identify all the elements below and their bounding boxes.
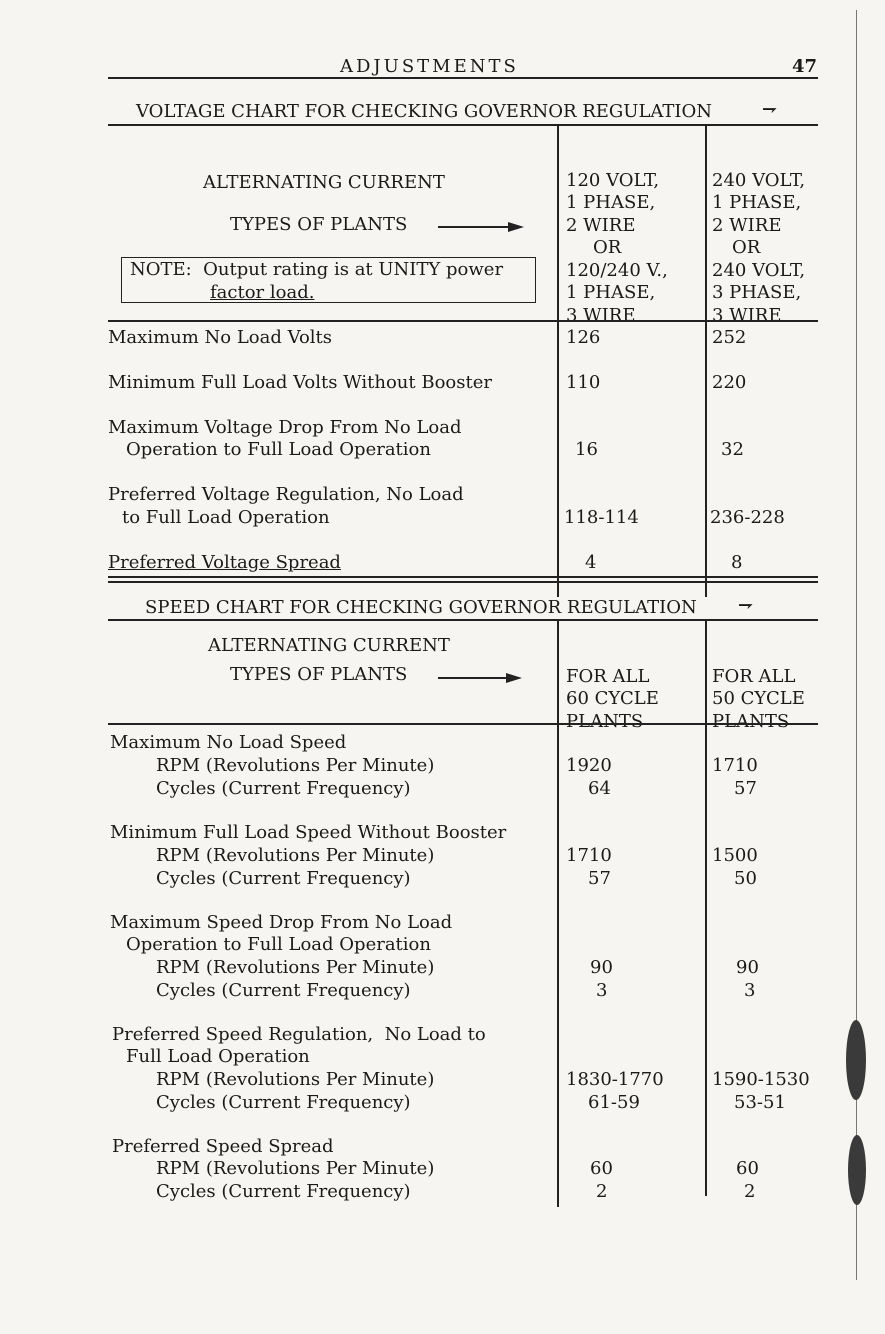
arrow-mark-icon: ⇁	[762, 99, 778, 120]
speed-col-divider-1	[557, 619, 559, 1207]
speed-col2-header: FOR ALL 50 CYCLE PLANTS	[712, 665, 805, 732]
table-row-label: Cycles (Current Frequency)	[156, 980, 411, 1001]
table-row-label: Cycles (Current Frequency)	[156, 868, 411, 889]
speed-col-divider-2	[705, 619, 707, 1196]
table-row-label: to Full Load Operation	[122, 507, 330, 528]
table-cell: 60	[590, 1158, 613, 1179]
table-cell: 1710	[566, 845, 612, 866]
header-rule	[108, 77, 818, 79]
table-row-label: Preferred Speed Regulation, No Load to	[112, 1024, 486, 1045]
table-cell: 3	[596, 980, 608, 1001]
table-cell: 236-228	[710, 507, 785, 528]
table-cell: 1590-1530	[712, 1069, 810, 1090]
table-row-label: RPM (Revolutions Per Minute)	[156, 1158, 435, 1179]
table-row-label: RPM (Revolutions Per Minute)	[156, 755, 435, 776]
table-row-label: Cycles (Current Frequency)	[156, 1181, 411, 1202]
table-row-label: Full Load Operation	[126, 1046, 310, 1067]
right-arrow-icon	[438, 677, 518, 679]
voltage-col-divider-2	[705, 124, 707, 597]
page-number: 47	[792, 56, 818, 77]
section-divider-rule	[108, 581, 818, 583]
table-row-label: Maximum No Load Volts	[108, 327, 333, 348]
speed-types-label: TYPES OF PLANTS	[230, 664, 408, 685]
table-cell: 1830-1770	[566, 1069, 664, 1090]
table-cell: 60	[736, 1158, 759, 1179]
right-arrow-icon	[438, 226, 520, 228]
table-cell: 2	[596, 1181, 608, 1202]
table-cell: 64	[588, 778, 611, 799]
note-line-2: factor load.	[210, 282, 315, 303]
table-cell: 2	[744, 1181, 756, 1202]
table-row-label: Cycles (Current Frequency)	[156, 1092, 411, 1113]
table-row-label: RPM (Revolutions Per Minute)	[156, 957, 435, 978]
speed-col1-header: FOR ALL 60 CYCLE PLANTS	[566, 665, 659, 732]
table-cell: 90	[590, 957, 613, 978]
table-row-label: Preferred Speed Spread	[112, 1136, 334, 1157]
table-row-label: RPM (Revolutions Per Minute)	[156, 845, 435, 866]
scan-smudge	[846, 1020, 866, 1100]
table-row-label: Maximum Speed Drop From No Load	[110, 912, 453, 933]
page-header-title: ADJUSTMENTS	[340, 56, 519, 77]
table-cell: 220	[712, 372, 747, 393]
scan-smudge	[848, 1135, 866, 1205]
table-cell: 110	[566, 372, 601, 393]
arrow-mark-icon: ⇁	[738, 595, 754, 616]
table-cell: 90	[736, 957, 759, 978]
table-cell: 1710	[712, 755, 758, 776]
speed-chart-title: SPEED CHART FOR CHECKING GOVERNOR REGULATION	[145, 597, 697, 618]
table-row-label: Maximum No Load Speed	[110, 732, 347, 753]
table-row-label: Cycles (Current Frequency)	[156, 778, 411, 799]
voltage-col-divider-1	[557, 124, 559, 597]
table-row-label: Minimum Full Load Volts Without Booster	[108, 372, 492, 393]
table-cell: 118-114	[564, 507, 639, 528]
voltage-col1-header: 120 VOLT, 1 PHASE, 2 WIRE OR 120/240 V., 1 PHASE, 3 WIRE	[566, 169, 668, 326]
voltage-types-label: TYPES OF PLANTS	[230, 214, 408, 235]
table-cell: 126	[566, 327, 601, 348]
voltage-col2-header: 240 VOLT, 1 PHASE, 2 WIRE OR 240 VOLT, 3 PHASE, 3 WIRE	[712, 169, 806, 326]
table-row-label: Preferred Voltage Regulation, No Load	[108, 484, 464, 505]
section-divider-rule	[108, 576, 818, 578]
note-line-1: NOTE: Output rating is at UNITY power	[130, 259, 504, 280]
table-row-label: Minimum Full Load Speed Without Booster	[110, 822, 507, 843]
table-cell: 8	[731, 552, 743, 573]
table-cell: 32	[721, 439, 744, 460]
table-row-label: Operation to Full Load Operation	[126, 934, 431, 955]
speed-title-rule	[108, 619, 818, 621]
table-cell: 57	[734, 778, 757, 799]
table-cell: 3	[744, 980, 756, 1001]
voltage-title-rule	[108, 124, 818, 126]
table-row-label: Preferred Voltage Spread	[108, 552, 341, 573]
table-cell: 57	[588, 868, 611, 889]
voltage-section-heading: ALTERNATING CURRENT	[203, 172, 445, 193]
table-cell: 1500	[712, 845, 758, 866]
table-cell: 252	[712, 327, 747, 348]
table-cell: 4	[585, 552, 597, 573]
table-cell: 61-59	[588, 1092, 640, 1113]
table-row-label: Operation to Full Load Operation	[126, 439, 431, 460]
speed-header-rule	[108, 723, 818, 725]
table-row-label: RPM (Revolutions Per Minute)	[156, 1069, 435, 1090]
table-cell: 1920	[566, 755, 612, 776]
table-cell: 16	[575, 439, 598, 460]
speed-section-heading: ALTERNATING CURRENT	[208, 635, 450, 656]
table-row-label: Maximum Voltage Drop From No Load	[108, 417, 462, 438]
voltage-chart-title: VOLTAGE CHART FOR CHECKING GOVERNOR REGULATION	[136, 101, 713, 122]
table-cell: 50	[734, 868, 757, 889]
voltage-header-rule	[108, 320, 818, 322]
table-cell: 53-51	[734, 1092, 786, 1113]
